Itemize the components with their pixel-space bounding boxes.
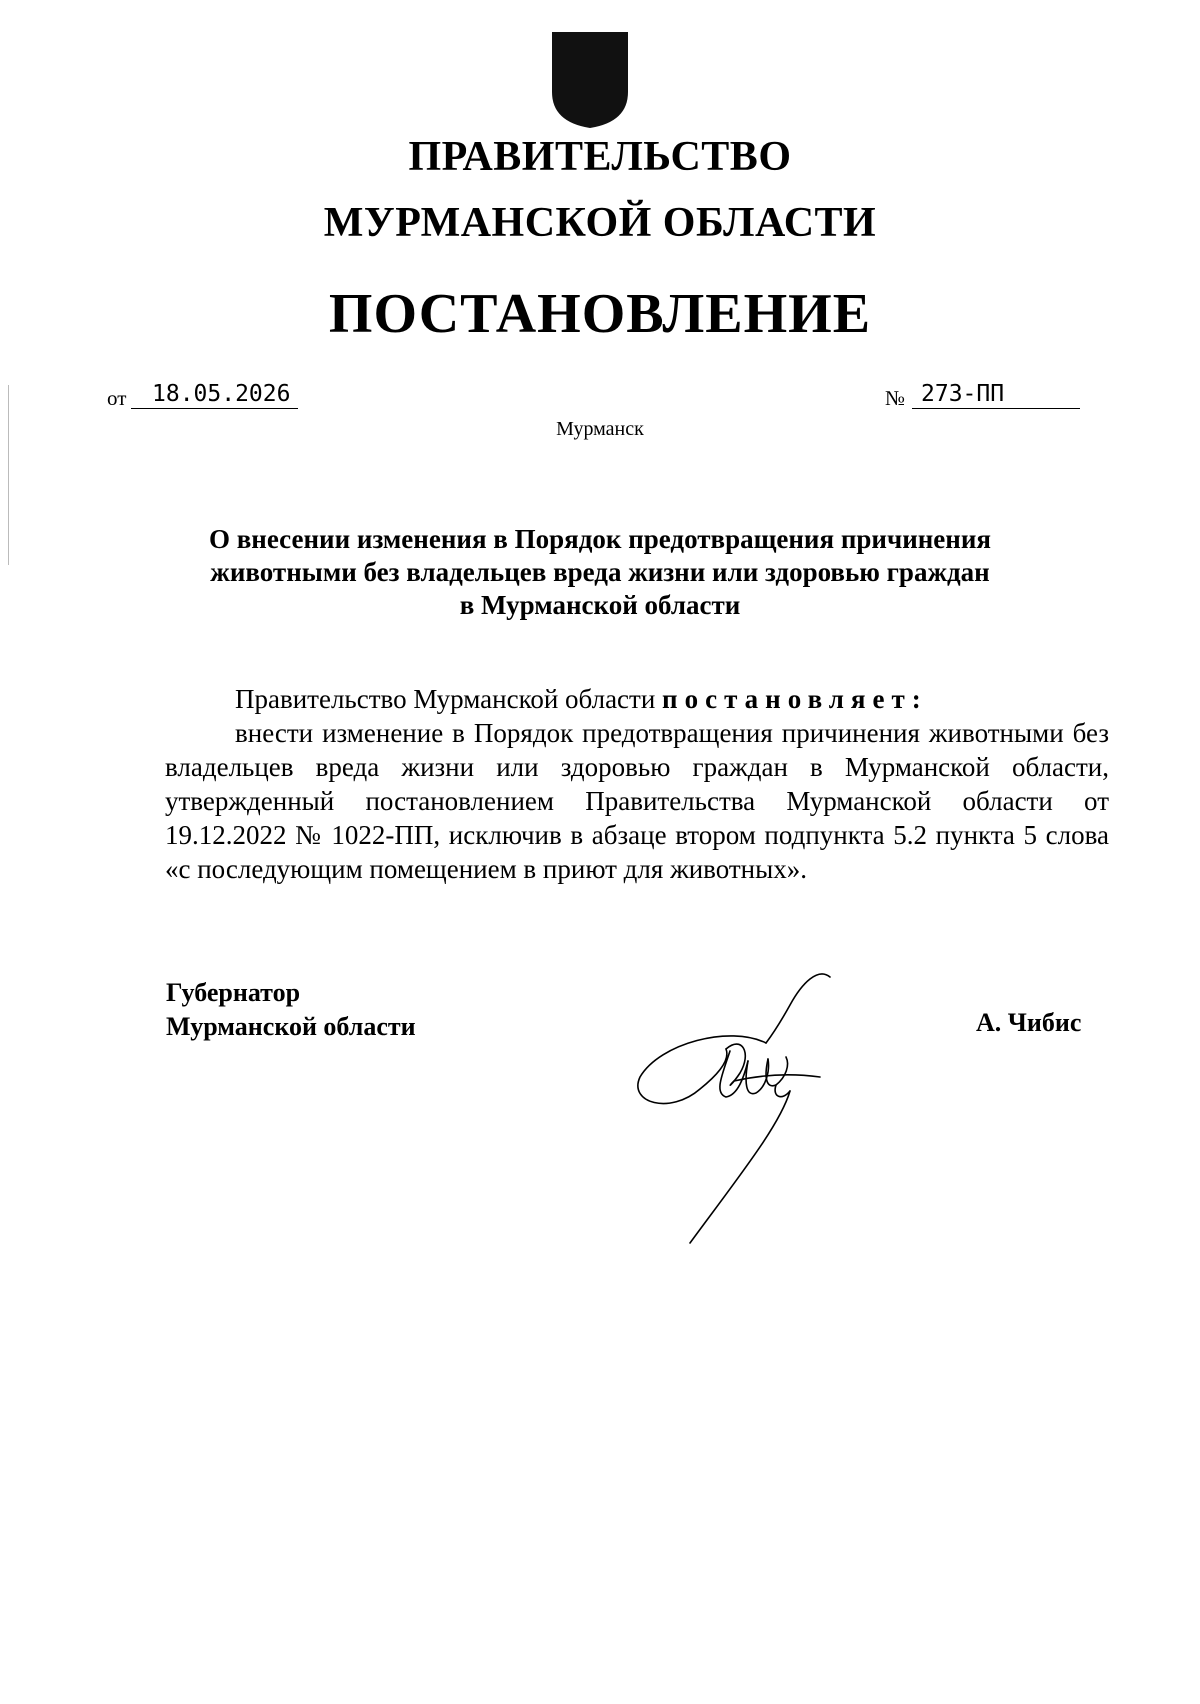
number-label: № bbox=[885, 386, 906, 410]
decree-intro-prefix: Правительство Мурманской области bbox=[235, 684, 656, 714]
date-label: от bbox=[107, 386, 127, 410]
position-line1: Губернатор bbox=[166, 978, 301, 1007]
handwritten-signature bbox=[630, 965, 860, 1255]
signer-name: А. Чибис bbox=[976, 1008, 1082, 1037]
position-line2: Мурманской области bbox=[166, 1012, 416, 1041]
document-number: 273-ПП bbox=[921, 381, 1005, 407]
city-name: Мурманск bbox=[556, 418, 644, 440]
document-subject bbox=[180, 523, 1020, 622]
coat-of-arms-emblem bbox=[550, 30, 630, 130]
decree-paragraph: внести изменение в Порядок предотвращения причинения животными без владельцев вреда жизни или здоровью граждан в Мурманской области, утвержденный постановлением Правительства Мурманской области от 19.12.2022 № 1022-ПП, исключив в абзаце втором подпункта 5.2 пункта 5 слова «с последующим помещением в приют для животных». bbox=[165, 718, 1109, 884]
signatory-position bbox=[166, 976, 416, 1044]
date-underline bbox=[131, 408, 298, 409]
decree-verb: постановляет: bbox=[662, 684, 928, 714]
subject-line3: в Мурманской области bbox=[459, 590, 741, 620]
document-type-title: ПОСТАНОВЛЕНИЕ bbox=[328, 283, 872, 345]
subject-line1: О внесении изменения в Порядок предотвращения причинения bbox=[208, 524, 992, 554]
document-date: 18.05.2026 bbox=[152, 381, 291, 407]
org-name-line2: МУРМАНСКОЙ ОБЛАСТИ bbox=[323, 200, 877, 246]
decree-intro bbox=[235, 682, 928, 716]
scan-edge-mark bbox=[8, 385, 9, 565]
number-underline bbox=[912, 408, 1080, 409]
subject-line2: животными без владельцев вреда жизни или здоровью граждан bbox=[210, 557, 990, 587]
org-name-line1: ПРАВИТЕЛЬСТВО bbox=[408, 134, 792, 180]
